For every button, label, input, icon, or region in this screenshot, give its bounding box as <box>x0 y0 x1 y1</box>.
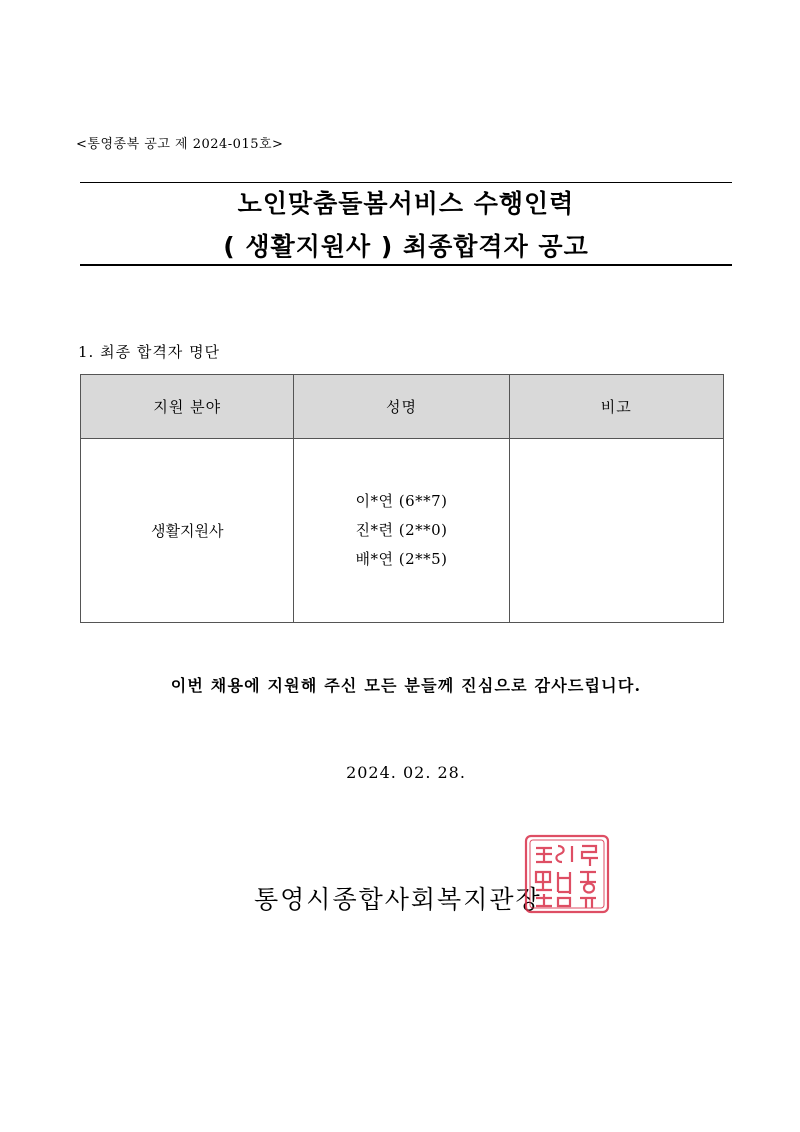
final-applicants-table <box>80 374 724 623</box>
document-title-line-1: 노인맞춤돌봄서비스 수행인력 <box>237 189 575 218</box>
applicant-name-3: 배*연 (2**5) <box>355 550 448 568</box>
document-title-line-2: ( 생활지원사 ) 최종합격자 공고 <box>223 232 589 261</box>
header-name: 성명 <box>294 375 509 439</box>
section-heading: 1. 최종 합격자 명단 <box>78 343 221 361</box>
notice-number: <통영종복 공고 제 2024-015호> <box>76 137 284 152</box>
signatory: 통영시종합사회복지관장 <box>254 885 542 914</box>
header-field: 지원 분야 <box>81 375 294 439</box>
table-header-row <box>81 375 724 439</box>
cell-names <box>294 439 509 623</box>
cell-field: 생활지원사 <box>81 439 294 623</box>
announcement-date: 2024. 02. 28. <box>346 763 466 782</box>
header-note: 비고 <box>509 375 723 439</box>
cell-note <box>509 439 723 623</box>
thanks-message: 이번 채용에 지원해 주신 모든 분들께 진심으로 감사드립니다. <box>170 676 642 695</box>
applicant-name-1: 이*연 (6**7) <box>355 492 448 510</box>
applicant-name-2: 진*련 (2**0) <box>355 521 448 539</box>
title-top-rule <box>80 182 732 183</box>
title-bottom-rule <box>80 264 732 266</box>
table-row <box>81 439 724 623</box>
official-seal-stamp <box>524 834 610 914</box>
